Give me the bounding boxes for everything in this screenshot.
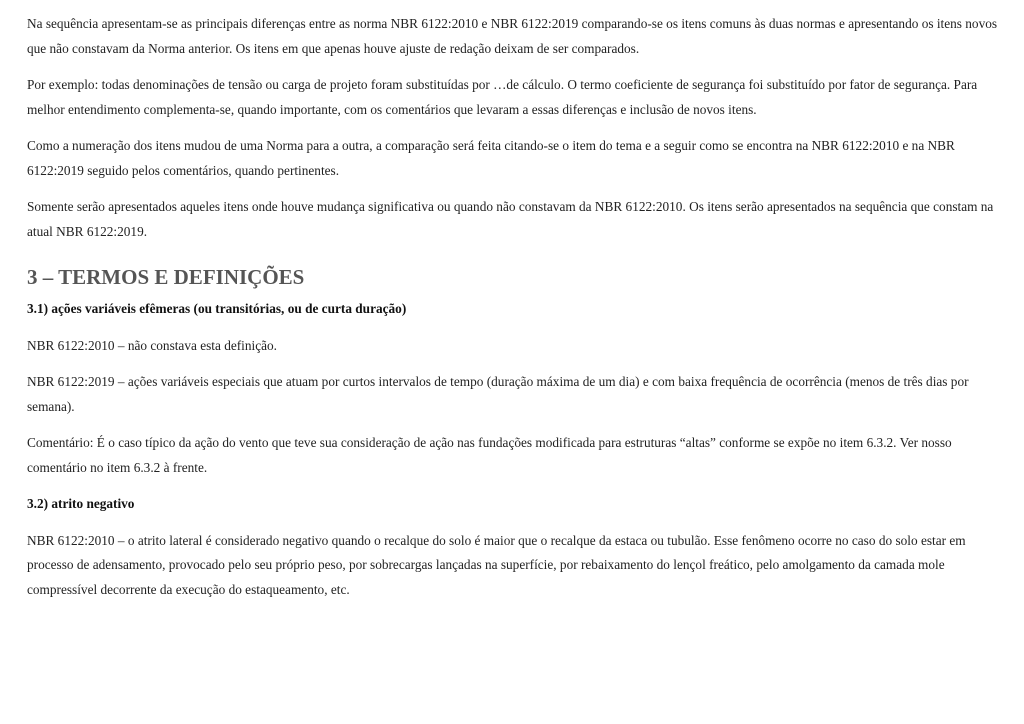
document-body bbox=[27, 12, 999, 614]
item-paragraph: NBR 6122:2010 – não constava esta definição. bbox=[27, 337, 277, 353]
item-paragraph: Comentário: É o caso típico da ação do vento que teve sua consideração de ação nas fundações modificada para estruturas “altas” conforme se expõe no item 6.3.2. Ver nosso comentário no item 6.3.2 à frente. bbox=[27, 435, 952, 475]
intro-paragraph: Por exemplo: todas denominações de tensão ou carga de projeto foram substituídas por …de cálculo. O termo coeficiente de segurança foi substituído por fator de segurança. Para melhor entendimento complementa-se, quando importante, com os comentários que levaram a essas diferenças e inclusão de novos itens. bbox=[27, 77, 978, 117]
intro-paragraph: Como a numeração dos itens mudou de uma Norma para a outra, a comparação será feita citando-se o item do tema e a seguir como se encontra na NBR 6122:2010 e na NBR 6122:2019 seguido pelos comentários, quando pertinentes. bbox=[27, 138, 955, 178]
intro-paragraph: Somente serão apresentados aqueles itens onde houve mudança significativa ou quando não constavam da NBR 6122:2010. Os itens serão apresentados na sequência que constam na atual NBR 6122:2019. bbox=[27, 199, 994, 239]
item-paragraph: NBR 6122:2019 – ações variáveis especiais que atuam por curtos intervalos de tempo (duração máxima de um dia) e com baixa frequência de ocorrência (menos de três dias por semana). bbox=[27, 374, 969, 414]
item-paragraph: NBR 6122:2010 – o atrito lateral é considerado negativo quando o recalque do solo é maior que o recalque da estaca ou tubulão. Esse fenômeno ocorre no caso do solo estar em processo de adensamento, provocado pelo seu próprio peso, por sobrecargas lançadas na superfície, por rebaixamento do lençol freático, pelo amolgamento da camada mole compressível decorrente da execução do estaqueamento, etc. bbox=[27, 532, 966, 597]
intro-paragraph: Na sequência apresentam-se as principais diferenças entre as norma NBR 6122:2010 e NBR 6122:2019 comparando-se os itens comuns às duas normas e apresentando os itens novos que não constavam da Norma anterior. Os itens em que apenas houve ajuste de redação deixam de ser comparados. bbox=[27, 16, 998, 56]
item-heading: 3.1) ações variáveis efêmeras (ou transitórias, ou de curta duração) bbox=[27, 301, 407, 316]
section-title: 3 – TERMOS E DEFINIÇÕES bbox=[27, 265, 305, 289]
item-heading: 3.2) atrito negativo bbox=[27, 496, 135, 511]
